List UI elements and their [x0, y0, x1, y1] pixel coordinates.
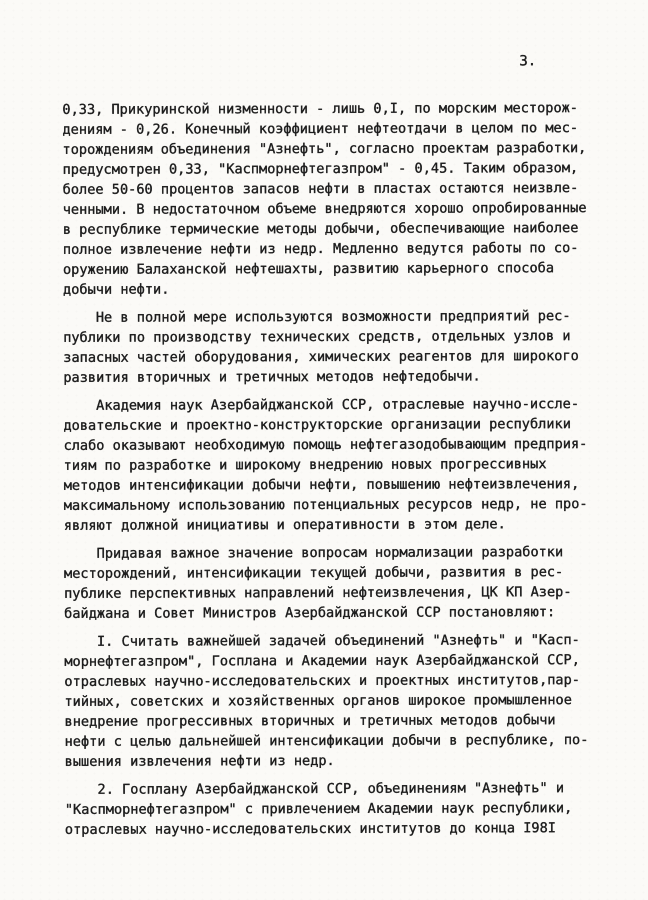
paragraph: I. Считать важнейшей задачей объединений "Азнефть" и "Касп- морнефтегазпром", Госплана и Академии наук Азербайджанской ССР, отраслевых научно-исследовательских и проектных институтов,пар- тийных, советских и хозяйственных органов широкое промышленное внедрение прогрессивных вторичных и третичных методов добычи нефти с целью дальнейшей интенсификации добычи в республике, по- вышения извлечения нефти из недр.: [64, 632, 589, 770]
paragraph: 2. Госплану Азербайджанской ССР, объединениям "Азнефть" и "Каспморнефтегазпром" с привлечением Академии наук республики, отраслевых научно-исследовательских институтов до конца I98I: [64, 780, 573, 838]
paragraph: Не в полной мере используются возможности предприятий рес- публики по производству технических средств, отдельных узлов и запасных частей оборудования, химических реагентов для широкого развития вторичных и третичных методов нефтедобычи.: [63, 308, 579, 386]
page-number: 3.: [519, 53, 537, 70]
document-body: [62, 98, 617, 840]
paragraph: Академия наук Азербайджанской ССР, отраслевые научно-иссле- довательские и проектно-конструкторские организации республики слабо оказывают необходимую помощь нефтегазодобывающим предприя- тиям по разработке и широкому внедрению новых прогрессивных методов интенсификации добычи нефти, повышению нефтеизвлечения, максимальному использованию потенциальных ресурсов недр, не про- являют должной инициативы и оперативности в этом деле.: [63, 396, 588, 534]
paragraph: 0,33, Прикуринской низменности - лишь 0,I, по морским месторож- дениям - 0,26. Конечный коэффициент нефтеотдачи в целом по мес- торождениям объединения "Азнефть", согласно проектам разработки, предусмотрен 0,33, "Каспморнефтегазпром" - 0,45. Таким образом, более 50-60 процентов запасов нефти в пластах остаются неизвле- ченными. В недостаточном объеме внедряются хорошо опробированные в республике термические методы добычи, обеспечивающие наиболее полное извлечение нефти из недр. Медленно ведутся работы по со- оружению Балаханской нефтешахты, развитию карьерного способа добычи нефти.: [62, 100, 587, 298]
paragraph: Придавая важное значение вопросам нормализации разработки месторождений, интенсификации текущей добычи, развития в рес- публике перспективных направлений нефтеизвлечения, ЦК КП Азер- байджана и Совет Министров Азербайджанской ССР постановляют:: [63, 544, 572, 622]
